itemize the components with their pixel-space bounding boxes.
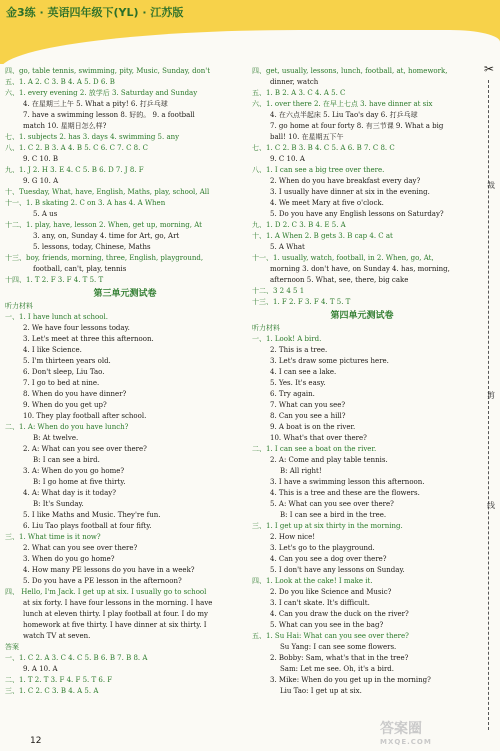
answer-line: 4. I like Science. (23, 346, 82, 354)
section-tag: 听力材料 (5, 302, 33, 310)
answer-line: 9. C 10. A (270, 155, 305, 163)
answer-line: 3. Let's draw some pictures here. (270, 357, 389, 365)
answer-line: 4. A: What day is it today? (23, 489, 117, 497)
answer-line: 5. I'm thirteen years old. (23, 357, 111, 365)
answer-line: 6. Try again. (270, 390, 315, 398)
answer-line: 5. A us (33, 210, 58, 218)
answer-line: 十二、3 2 4 5 1 (252, 287, 305, 295)
answer-line: 三、1. C 2. C 3. B 4. A 5. A (5, 687, 99, 695)
answer-line: 4. I can see a lake. (270, 368, 337, 376)
answer-line: ball! 10. 在星期五下午 (270, 133, 344, 141)
answer-line: 7. have a swimming lesson 8. 好的。 9. a football (23, 111, 195, 119)
scissors-icon: ✂ (483, 62, 494, 76)
answer-line: 4. How many PE lessons do you have in a week? (23, 566, 195, 574)
answer-line: 八、1. C 2. B 3. A 4. B 5. C 6. C 7. C 8. C (5, 144, 148, 152)
answer-line: 5. A: What can you see over there? (270, 500, 394, 508)
banner-wave (0, 30, 500, 64)
answer-line: 2. A: What can you see over there? (23, 445, 147, 453)
watermark-logo (380, 718, 432, 746)
answer-line: 六、1. every evening 2. 放学后 3. Saturday and Sunday (5, 89, 198, 97)
answer-line: 十二、1. play, have, lesson 2. When, get up, morning, At (5, 221, 202, 229)
answer-line: homework at five thirty. I have dinner at six thirty. I (23, 621, 207, 629)
answer-line: B: All right! (280, 467, 322, 475)
answer-line: 四、get, usually, lessons, lunch, football, at, homework, (252, 67, 448, 75)
section-tag: 答案 (5, 643, 19, 651)
page-number: 12 (30, 736, 42, 746)
answer-line: 九、1. J 2. H 3. E 4. C 5. B 6. D 7. J 8. F (5, 166, 144, 174)
answer-line: 10. They play football after school. (23, 412, 147, 420)
answer-line: 3. any, on, Sunday 4. time for Art, go, Art (33, 232, 180, 240)
answer-line: 9. When do you get up? (23, 401, 107, 409)
answer-line: B: I can see a bird. (33, 456, 100, 464)
answer-line: 3. Let's meet at three this afternoon. (23, 335, 154, 343)
answer-line: 十一、1. usually, watch, football, in 2. When, go, At, (252, 254, 434, 262)
section-tag: 听力材料 (252, 324, 280, 332)
answer-line: B: It's Sunday. (33, 500, 84, 508)
answer-line: 5. lessons, today, Chinese, Maths (33, 243, 151, 251)
answer-line: 六、1. over there 2. 在早上七点 3. have dinner at six (252, 100, 433, 108)
answer-line: 4. Can you draw the duck on the river? (270, 610, 409, 618)
answer-line: 4. 在六点半起床 5. Liu Tao's day 6. 打乒乓球 (270, 111, 418, 119)
answer-line: 2. We have four lessons today. (23, 324, 130, 332)
answer-line: 十、Tuesday, What, have, English, Maths, play, school, All (5, 188, 210, 196)
answer-line: 十四、1. T 2. F 3. F 4. T 5. T (5, 276, 104, 284)
answer-line: 7. What can you see? (270, 401, 346, 409)
cut-label-3: 线 (487, 501, 495, 510)
answer-line: 四、1. Look at the cake! I make it. (252, 577, 373, 585)
answer-line: 十三、1. F 2. F 3. F 4. T 5. T (252, 298, 351, 306)
answer-line: 十三、boy, friends, morning, three, English, playground, (5, 254, 204, 262)
cut-line (488, 80, 489, 730)
answer-line: 8. When do you have dinner? (23, 390, 127, 398)
answer-line: 2. What can you see over there? (23, 544, 138, 552)
answer-line: 3. Mike: When do you get up in the morning? (270, 676, 431, 684)
answer-line: 5. What can you see in the bag? (270, 621, 384, 629)
answer-line: 5. I don't have any lessons on Sunday. (270, 566, 405, 574)
answer-line: at six forty. I have four lessons in the morning. I have (23, 599, 213, 607)
answer-line: 四、 Hello, I'm Jack. I get up at six. I usually go to school (5, 588, 207, 596)
cut-gutter (478, 0, 500, 751)
answer-line: Sam: Let me see. Oh, it's a bird. (280, 665, 395, 673)
answer-line: 6. Don't sleep, Liu Tao. (23, 368, 105, 376)
answer-line: 二、1. I can see a boat on the river. (252, 445, 377, 453)
answer-line: 10. What's that over there? (270, 434, 367, 442)
answer-line: B: I can see a bird in the tree. (280, 511, 387, 519)
watermark-url: MXQE.COM (380, 738, 432, 746)
answer-line: 一、1. I have lunch at school. (5, 313, 108, 321)
answer-line: 一、1. C 2. A 3. C 4. C 5. B 6. B 7. B 8. A (5, 654, 148, 662)
answer-line: 2. When do you have breakfast every day? (270, 177, 421, 185)
answer-line: 九、1. D 2. C 3. B 4. E 5. A (252, 221, 346, 229)
answer-line: Liu Tao: I get up at six. (280, 687, 362, 695)
answer-line: 四、go, table tennis, swimming, pity, Music, Sunday, don't (5, 67, 211, 75)
section-title: 第三单元测试卷 (93, 289, 157, 299)
answer-line: 2. This is a tree. (270, 346, 328, 354)
answer-line: 9. G 10. A (23, 177, 59, 185)
answer-line: 一、1. Look! A bird. (252, 335, 322, 343)
answer-line: 9. A boat is on the river. (270, 423, 356, 431)
answer-line: afternoon 5. What, see, there, big cake (270, 276, 409, 284)
answer-line: 5. Do you have any English lessons on Saturday? (270, 210, 444, 218)
answer-line: 五、1. Su Hai: What can you see over there? (252, 632, 409, 640)
answer-line: 五、1. B 2. A 3. C 4. A 5. C (252, 89, 346, 97)
section-title: 第四单元测试卷 (330, 311, 394, 321)
answer-line: 七、1. C 2. B 3. B 4. C 5. A 6. B 7. C 8. C (252, 144, 395, 152)
answer-line: 4. Can you see a dog over there? (270, 555, 387, 563)
watermark-text: 答案圈 (380, 721, 422, 737)
left-column (5, 66, 245, 697)
answer-line: 五、1. A 2. C 3. B 4. A 5. D 6. B (5, 78, 115, 86)
answer-line: 4. We meet Mary at five o'clock. (270, 199, 384, 207)
answer-line: 十、1. A When 2. B gets 3. B cap 4. C at (252, 232, 393, 240)
answer-line: 七、1. subjects 2. has 3. days 4. swimming 5. any (5, 133, 180, 141)
book-title: 金3练 · 英语四年级下(YL) · 江苏版 (6, 6, 184, 19)
answer-line: 3. When do you go home? (23, 555, 115, 563)
answer-line: 2. How nice! (270, 533, 316, 541)
right-column (252, 66, 472, 697)
answer-line: 9. A 10. A (23, 665, 58, 673)
answer-line: lunch at eleven thirty. I play football at four. I do my (23, 610, 208, 618)
answer-line: football, can't, play, tennis (33, 265, 127, 273)
answer-line: 4. 在星期三上午 5. What a pity! 6. 打乒乓球 (23, 100, 168, 108)
answer-line: match 10. 星期日怎么样? (23, 122, 107, 130)
answer-line: 3. A: When do you go home? (23, 467, 125, 475)
answer-line: 5. A What (270, 243, 305, 251)
answer-line: 5. Do you have a PE lesson in the afternoon? (23, 577, 182, 585)
answer-line: 7. go home at four forty 8. 有三节课 9. What a big (270, 122, 444, 130)
header-banner (0, 0, 500, 64)
answer-line: 3. I usually have dinner at six in the evening. (270, 188, 430, 196)
answer-line: B: I go home at five thirty. (33, 478, 126, 486)
answer-line: 3. I have a swimming lesson this afternoon. (270, 478, 425, 486)
answer-line: 三、1. I get up at six thirty in the morning. (252, 522, 403, 530)
answer-line: 3. I can't skate. It's difficult. (270, 599, 370, 607)
answer-line: 2. Bobby: Sam, what's that in the tree? (270, 654, 409, 662)
answer-line: 二、1. T 2. T 3. F 4. F 5. T 6. F (5, 676, 113, 684)
answer-line: 4. This is a tree and these are the flowers. (270, 489, 420, 497)
answer-line: 二、1. A: When do you have lunch? (5, 423, 129, 431)
answer-line: 6. Liu Tao plays football at four fifty. (23, 522, 152, 530)
cut-label-2: 剪 (487, 391, 495, 400)
answer-line: morning 3. don't have, on Sunday 4. has, morning, (270, 265, 450, 273)
answer-line: 3. Let's go to the playground. (270, 544, 375, 552)
answer-line: watch TV at seven. (23, 632, 91, 640)
answer-line: 十一、1. B skating 2. C on 3. A has 4. A When (5, 199, 166, 207)
answer-line: 9. C 10. B (23, 155, 58, 163)
answer-line: 8. Can you see a hill? (270, 412, 346, 420)
answer-line: 5. Yes. It's easy. (270, 379, 326, 387)
answer-line: 八、1. I can see a big tree over there. (252, 166, 385, 174)
answer-line: 5. I like Maths and Music. They're fun. (23, 511, 161, 519)
answer-line: 2. Do you like Science and Music? (270, 588, 392, 596)
cut-label-1: 裁 (487, 181, 495, 190)
answer-line: dinner, watch (270, 78, 319, 86)
answer-line: Su Yang: I can see some flowers. (280, 643, 397, 651)
answer-line: B: At twelve. (33, 434, 79, 442)
answer-line: 2. A: Come and play table tennis. (270, 456, 388, 464)
answer-line: 7. I go to bed at nine. (23, 379, 100, 387)
answer-line: 三、1. What time is it now? (5, 533, 101, 541)
